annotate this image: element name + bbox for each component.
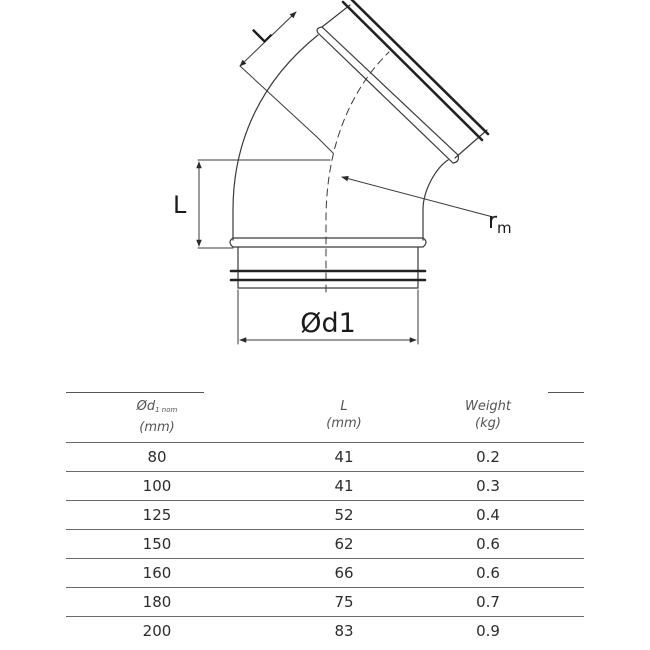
length-label-side: L <box>173 191 187 219</box>
cell-length: 66 <box>334 564 354 582</box>
cell-length: 41 <box>334 477 354 495</box>
diameter-label: Ød1 <box>300 308 356 339</box>
table-header <box>66 398 584 438</box>
inner-wall <box>423 160 448 240</box>
cell-length: 62 <box>334 535 354 553</box>
cell-weight: 0.9 <box>476 622 500 640</box>
cell-diameter: 80 <box>147 448 167 466</box>
table-top-rule <box>66 392 204 393</box>
bottom-bead <box>230 238 426 247</box>
cell-diameter: 200 <box>142 622 172 640</box>
table-row <box>66 471 584 501</box>
cell-diameter: 160 <box>142 564 172 582</box>
centreline <box>326 52 389 292</box>
table-row <box>66 500 584 530</box>
table-row <box>66 587 584 617</box>
cell-length: 83 <box>334 622 354 640</box>
cell-diameter: 100 <box>142 477 172 495</box>
table-top-rule <box>548 392 584 393</box>
header-weight: Weight (kg) <box>464 399 512 431</box>
cell-diameter: 125 <box>142 506 172 524</box>
cell-weight: 0.6 <box>476 535 500 553</box>
cell-weight: 0.3 <box>476 477 500 495</box>
cell-weight: 0.7 <box>476 593 500 611</box>
table-row <box>66 529 584 559</box>
cell-weight: 0.2 <box>476 448 500 466</box>
cell-diameter: 150 <box>142 535 172 553</box>
header-length: L (mm) <box>326 399 362 431</box>
header-diameter: $Ød_{1 nom}$ (mm) <box>136 399 178 435</box>
cell-length: 41 <box>334 448 354 466</box>
cell-length: 52 <box>334 506 354 524</box>
cell-weight: 0.6 <box>476 564 500 582</box>
table-row <box>66 558 584 588</box>
radius-label: $r_m$ <box>488 209 512 237</box>
table-row <box>66 616 584 646</box>
length-label-top: L <box>247 19 277 49</box>
cell-weight: 0.4 <box>476 506 500 524</box>
table-row <box>66 442 584 472</box>
outer-wall <box>233 35 318 240</box>
cell-diameter: 180 <box>142 593 172 611</box>
cell-length: 75 <box>334 593 354 611</box>
